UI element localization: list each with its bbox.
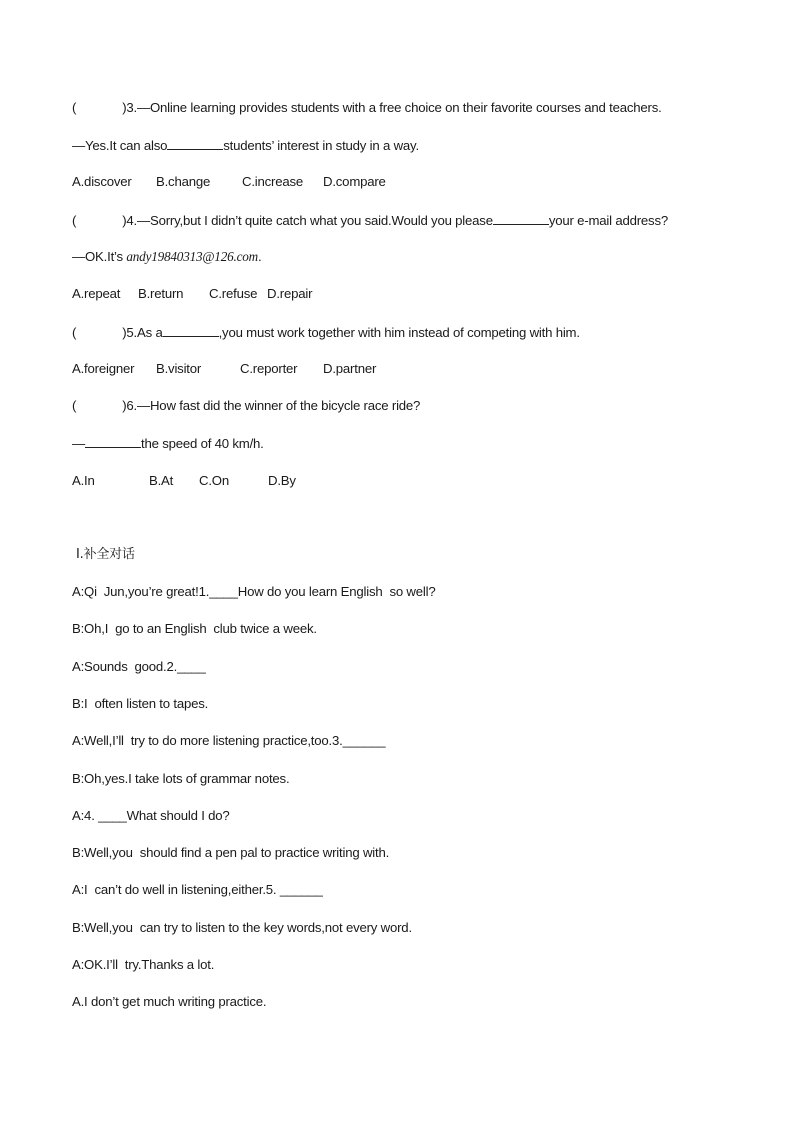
dialogue-text: A:Qi Jun,you’re great!1. (72, 584, 210, 599)
question-3-options (72, 174, 386, 190)
option-a: A.discover (72, 174, 132, 189)
dialogue-blank: ____ (177, 659, 206, 674)
dialogue-line (72, 659, 206, 675)
dialogue-line (72, 994, 266, 1010)
question-6-options (72, 473, 296, 489)
question-4-options (72, 286, 312, 302)
option-d: D.partner (323, 361, 377, 376)
dialogue-line (72, 808, 230, 824)
dialogue-line (72, 733, 385, 749)
open-paren: ( (72, 398, 77, 413)
dialogue-line (72, 845, 389, 861)
dialogue-text: B:Oh,I go to an English club twice a week. (72, 621, 317, 636)
dialogue-blank: ______ (342, 733, 386, 748)
reply-text: . (257, 249, 262, 264)
question-5-stem (72, 324, 580, 341)
reply-text: —Yes.It can also (72, 138, 168, 153)
dialogue-text: A:I can’t do well in listening,either.5. (72, 882, 280, 897)
question-text: —How fast did the winner of the bicycle race ride? (137, 398, 421, 413)
dialogue-text: B:Well,you should find a pen pal to practice writing with. (72, 845, 390, 860)
fill-blank (167, 137, 223, 150)
question-text: ,you must work together with him instead of competing with him. (218, 325, 580, 340)
question-text: —Sorry,but I didn’t quite catch what you said.Would you please (137, 213, 493, 228)
dialogue-line (72, 584, 435, 600)
option-c: C.On (199, 473, 229, 488)
dialogue-text: A:Well,I’ll try to do more listening practice,too.3. (72, 733, 343, 748)
question-4-stem (72, 212, 668, 229)
dialogue-blank: ______ (279, 882, 323, 897)
question-number: )3. (122, 100, 137, 115)
dialogue-text: A.I don’t get much writing practice. (72, 994, 267, 1009)
question-6-stem (72, 398, 420, 414)
question-number: )6. (122, 398, 137, 413)
option-a: A.repeat (72, 286, 121, 301)
fill-blank (493, 212, 549, 225)
email-address: andy19840313@126.com (126, 249, 258, 264)
open-paren: ( (72, 325, 77, 340)
option-c: C.refuse (209, 286, 258, 301)
question-3-reply (72, 137, 419, 154)
dialogue-text: What should I do? (126, 808, 230, 823)
dialogue-text: B:Oh,yes.I take lots of grammar notes. (72, 771, 290, 786)
option-b: B.change (156, 174, 211, 189)
question-text: As a (137, 325, 163, 340)
question-6-reply (72, 435, 264, 452)
question-number: )4. (122, 213, 137, 228)
option-d: D.repair (267, 286, 313, 301)
open-paren: ( (72, 100, 77, 115)
dialogue-text: How do you learn English so well? (237, 584, 436, 599)
question-4-reply (72, 249, 261, 265)
reply-text: the speed of 40 km/h. (141, 436, 264, 451)
reply-text: — (72, 436, 85, 451)
open-paren: ( (72, 213, 77, 228)
option-a: A.In (72, 473, 95, 488)
option-b: B.At (149, 473, 174, 488)
dialogue-line (72, 920, 412, 936)
dialogue-line (72, 696, 208, 712)
question-3-stem (72, 100, 662, 116)
section-heading: Ⅰ.补全对话 (76, 547, 135, 562)
dialogue-blank: ____ (209, 584, 238, 599)
dialogue-text: A:Sounds good.2. (72, 659, 178, 674)
dialogue-line (72, 771, 289, 787)
fill-blank (163, 324, 219, 337)
dialogue-text: B:Well,you can try to listen to the key words,not every word. (72, 920, 412, 935)
option-d: D.By (268, 473, 296, 488)
dialogue-blank: ____ (98, 808, 127, 823)
option-c: C.increase (242, 174, 304, 189)
option-d: D.compare (323, 174, 386, 189)
option-c: C.reporter (240, 361, 298, 376)
fill-blank (85, 435, 141, 448)
dialogue-line (72, 957, 214, 973)
question-5-options (72, 361, 376, 377)
dialogue-line (72, 621, 317, 637)
reply-text: students’ interest in study in a way. (223, 138, 419, 153)
reply-text: —OK.It’s (72, 249, 127, 264)
dialogue-line (72, 882, 323, 898)
option-a: A.foreigner (72, 361, 135, 376)
dialogue-text: A:OK.I’ll try.Thanks a lot. (72, 957, 215, 972)
dialogue-text: B:I often listen to tapes. (72, 696, 209, 711)
option-b: B.return (138, 286, 184, 301)
question-text: your e-mail address? (548, 213, 668, 228)
option-b: B.visitor (156, 361, 202, 376)
question-number: )5. (122, 325, 137, 340)
dialogue-text: A:4. (72, 808, 99, 823)
question-text: —Online learning provides students with a free choice on their favorite courses and teachers. (137, 100, 662, 115)
